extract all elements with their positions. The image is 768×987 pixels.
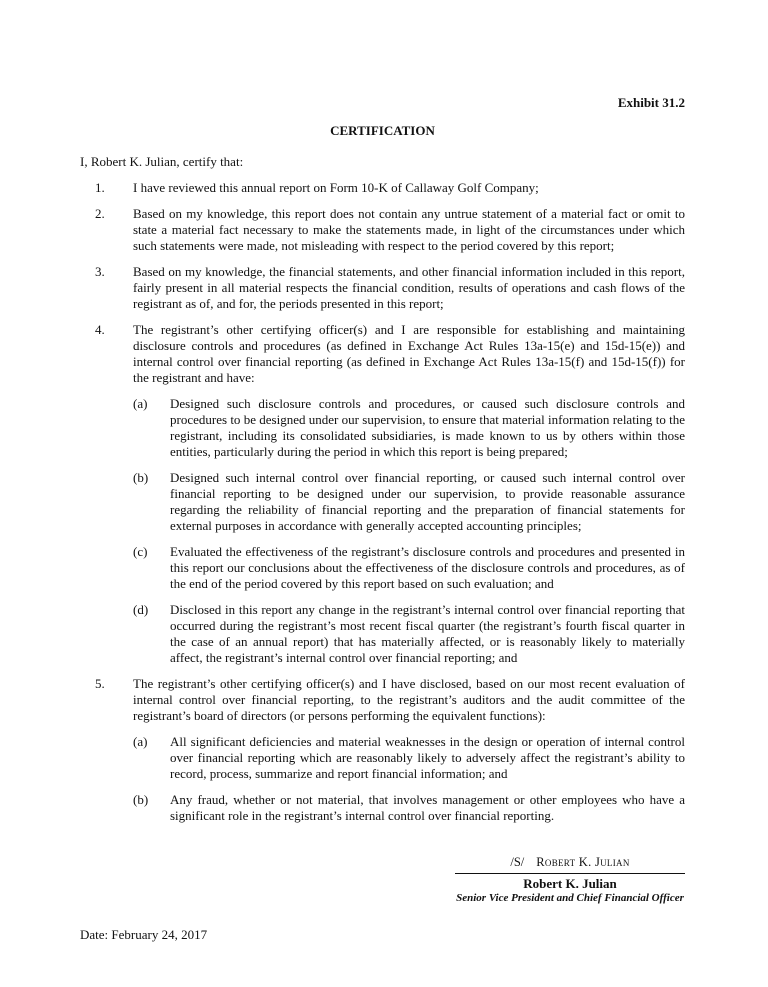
list-text-5b: Any fraud, whether or not material, that involves management or other employees who have a significant role in the registrant’s internal control over financial reporting.	[170, 792, 685, 823]
list-marker-5a: (a)	[133, 734, 148, 749]
list-marker-4b: (b)	[133, 470, 149, 485]
intro-paragraph: I, Robert K. Julian, certify that:	[80, 154, 244, 169]
signature-block	[455, 854, 685, 905]
list-marker-1: 1.	[95, 180, 105, 195]
list-text-5: The registrant’s other certifying officer(s) and I have disclosed, based on our most recent evaluation of internal control over financial reporting, to the registrant’s auditors and the audit committee of the registrant’s board of directors (or persons performing the equivalent functions):	[133, 676, 685, 723]
list-marker-3: 3.	[95, 264, 105, 279]
list-text-3: Based on my knowledge, the financial statements, and other financial information included in this report, fairly present in all material respects the financial condition, results of operations and cash flows of the registrant as of, and for, the periods presented in this report;	[133, 264, 685, 311]
list-item-4a	[133, 396, 685, 460]
list-marker-4c: (c)	[133, 544, 148, 559]
list-item-5a	[133, 734, 685, 782]
signature-printed-title: Senior Vice President and Chief Financial Officer	[456, 892, 684, 904]
list-text-4: The registrant’s other certifying officer(s) and I are responsible for establishing and maintaining disclosure controls and procedures (as defined in Exchange Act Rules 13a-15(e) and 15d-15(e)) and internal control over financial reporting (as defined in Exchange Act Rules 13a-15(f) and 15d-15(f)) for the registrant and have:	[133, 322, 685, 385]
page-title: CERTIFICATION	[330, 123, 435, 138]
list-marker-4a: (a)	[133, 396, 148, 411]
list-item-4c	[133, 544, 685, 592]
list-marker-5b: (b)	[133, 792, 149, 807]
list-text-4a: Designed such disclosure controls and procedures, or caused such disclosure controls and procedures to be designed under our supervision, to ensure that material information relating to the registrant, including its consolidated subsidiaries, is made known to us by others within those entities, particularly during the period in which this report is being prepared;	[170, 396, 685, 459]
signature-typed-name: Robert K. Julian	[536, 855, 630, 869]
signature-typed-line	[455, 854, 685, 870]
list-text-4c: Evaluated the effectiveness of the registrant’s disclosure controls and procedures and presented in this report our conclusions about the effectiveness of the disclosure controls and procedures, as of the end of the period covered by this report based on such evaluation; and	[170, 544, 685, 591]
list-text-4b: Designed such internal control over financial reporting, or caused such internal control over financial reporting to be designed under our supervision, to provide reasonable assurance regarding the reliability of financial reporting and the preparation of financial statements for external purposes in accordance with generally accepted accounting principles;	[170, 470, 685, 533]
list-text-2: Based on my knowledge, this report does not contain any untrue statement of a material fact or omit to state a material fact necessary to make the statements made, in light of the circumstances under which such statements were made, not misleading with respect to the period covered by this report;	[133, 206, 685, 253]
list-item-1	[95, 180, 685, 196]
list-marker-4d: (d)	[133, 602, 149, 617]
list-item-4d	[133, 602, 685, 666]
list-marker-5: 5.	[95, 676, 105, 691]
list-marker-4: 4.	[95, 322, 105, 337]
list-text-5a: All significant deficiencies and material weaknesses in the design or operation of internal control over financial reporting which are reasonably likely to adversely affect the registrant’s ability to record, process, summarize and report financial information; and	[170, 734, 685, 781]
list-item-5b	[133, 792, 685, 824]
list-item-4	[95, 322, 685, 386]
signature-rule	[455, 873, 685, 874]
list-item-3	[95, 264, 685, 312]
list-text-1: I have reviewed this annual report on Form 10-K of Callaway Golf Company;	[133, 180, 539, 195]
list-item-4b	[133, 470, 685, 534]
date-line: Date: February 24, 2017	[80, 927, 208, 942]
exhibit-label: Exhibit 31.2	[617, 95, 685, 110]
signature-s-mark: /S/	[510, 855, 525, 869]
list-marker-2: 2.	[95, 206, 105, 221]
signature-printed-name: Robert K. Julian	[523, 876, 617, 891]
list-item-2	[95, 206, 685, 254]
list-text-4d: Disclosed in this report any change in the registrant’s internal control over financial reporting that occurred during the registrant’s most recent fiscal quarter (the registrant’s fourth fiscal quarter in the case of an annual report) that has materially affected, or is reasonably likely to materially affect, the registrant’s internal control over financial reporting; and	[170, 602, 685, 665]
list-item-5	[95, 676, 685, 724]
